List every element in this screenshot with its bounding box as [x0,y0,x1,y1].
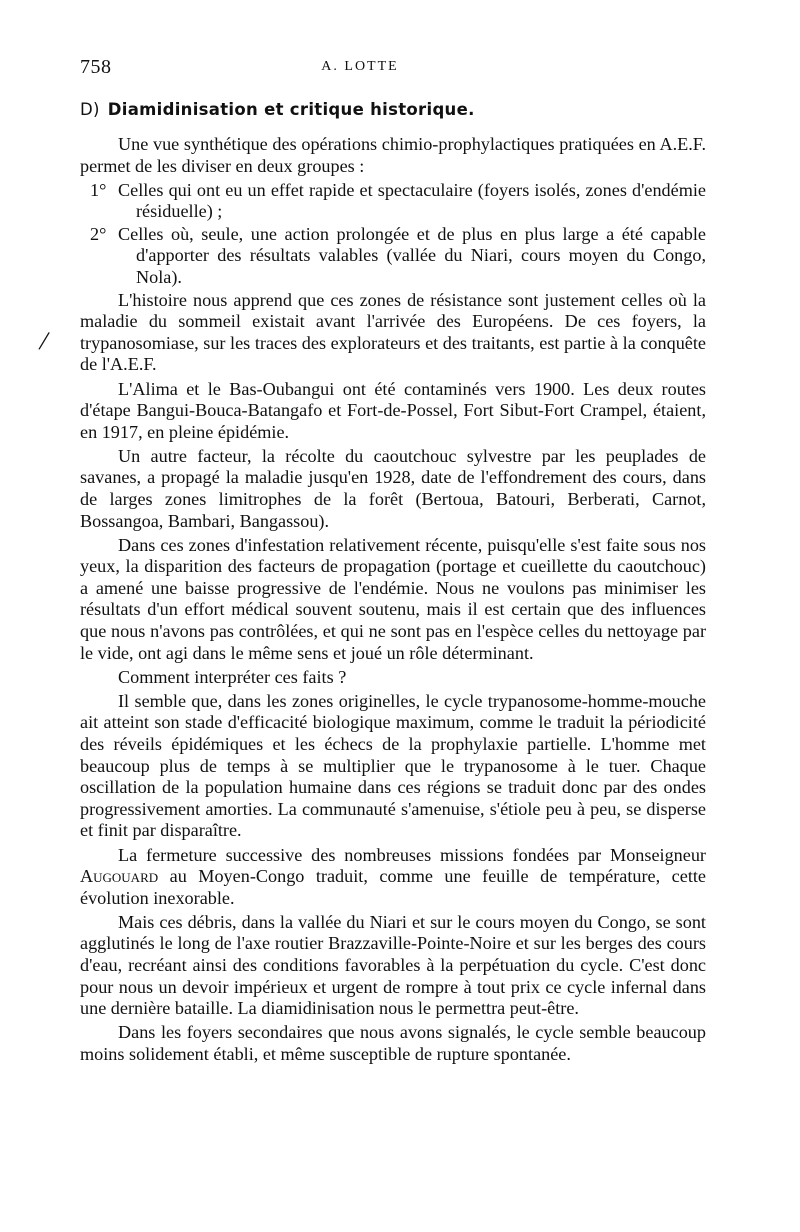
paragraph-1: Une vue synthétique des opérations chimio-prophylactiques pratiquées en A.E.F. permet de les diviser en deux groupes : [80,134,706,176]
section-heading [80,100,712,119]
body-text [80,134,706,1068]
list-item-2-text: Celles où, seule, une action prolongée et de plus en plus large a été capable d'apporter des résultats valables (vallée du Niari, cours moyen du Congo, Nola). [118,223,706,288]
paragraph-8-start: La fermeture successive des nombreuses missions fondées par Monseigneur [118,844,706,865]
paragraph-5: Dans ces zones d'infestation relativement récente, puisqu'elle s'est faite sous nos yeux, la disparition des facteurs de propagation (portage et cueillette du caoutchouc) a amené une baisse progressive de l'endémie. Nous ne voulons pas minimiser les résultats d'un effort médical souvent soutenu, mais il est certain que des influences que nous n'avons pas contrôlées, et qui ne sont pas en l'espèce celles du nettoyage par le vide, ont agi dans le même sens et joué un rôle déterminant. [80,534,706,663]
paragraph-8 [80,845,706,910]
paragraph-6: Comment interpréter ces faits ? [118,666,347,687]
list-item-1-text: Celles qui ont eu un effet rapide et spectaculaire (foyers isolés, zones d'endémie résiduelle) ; [118,179,706,222]
running-head-author: A. LOTTE [321,59,399,74]
paragraph-9: Mais ces débris, dans la vallée du Niari et sur le cours moyen du Congo, se sont agglutinés le long de l'axe routier Brazzaville-Pointe-Noire et sur les berges des cours d'eau, recréant ainsi des conditions favorables à la perpétuation du cycle. C'est donc pour nous un devoir impérieux et urgent de rompre à tout prix ce cycle infernal dans une dernière bataille. La diamidinisation nous le permettra peut-être. [80,911,706,1019]
person-name: Augouard [80,866,159,887]
paragraph-8-end: au Moyen-Congo traduit, comme une feuille de température, cette évolution inexorable. [80,866,706,908]
list-item-2-number: 2° [90,223,107,244]
paragraph-2: L'histoire nous apprend que ces zones de résistance sont justement celles où la maladie du sommeil existait avant l'arrivée des Européens. De ces foyers, la trypanosomiase, sur les traces des explorateurs et des traitants, est partie à la conquête de l'A.E.F. [80,289,706,375]
margin-annotation-mark: / [36,325,52,358]
list-item-2 [80,224,706,289]
list-item-1-number: 1° [90,179,107,200]
list-item-1 [80,180,706,223]
section-title: Diamidinisation et critique historique. [107,100,475,119]
paragraph-10: Dans les foyers secondaires que nous avons signalés, le cycle semble beaucoup moins solidement établi, et même susceptible de rupture spontanée. [80,1022,706,1064]
paragraph-3: L'Alima et le Bas-Oubangui ont été contaminés vers 1900. Les deux routes d'étape Bangui-Bouca-Batangafo et Fort-de-Possel, Fort Sibut-Fort Crampel, étaient, en 1917, en pleine épidémie. [80,378,706,442]
paragraph-7: Il semble que, dans les zones originelles, le cycle trypanosome-homme-mouche ait atteint son stade d'efficacité biologique maximum, comme le traduit la périodicité des réveils épidémiques et les échecs de la prophylaxie partielle. L'homme met beaucoup plus de temps à se multiplier que le trypanosome à le tuer. Chaque oscillation de la population humaine dans ces régions se traduit donc par des ondes progressivement amorties. La communauté s'amenuise, s'étiole peu à peu, se disperse et finit par disparaître. [80,690,706,841]
section-letter: D) [80,100,100,119]
running-head [80,56,712,80]
page-number: 758 [80,56,112,78]
paragraph-4: Un autre facteur, la récolte du caoutchouc sylvestre par les peuplades de savanes, a propagé la maladie jusqu'en 1928, date de l'effondrement des cours, dans de larges zones limitrophes de la forêt (Bertoua, Batouri, Berberati, Carnot, Bossangoa, Bambari, Bangassou). [80,445,706,531]
